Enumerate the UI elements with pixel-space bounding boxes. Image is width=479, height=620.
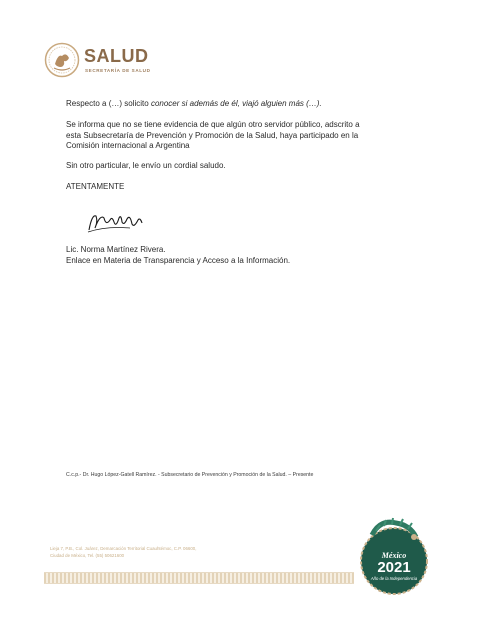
response-line-3: Comisión internacional a Argentina bbox=[66, 141, 190, 150]
signer-name: Lic. Norma Martínez Rivera. bbox=[66, 245, 166, 254]
emblem-year: 2021 bbox=[377, 559, 411, 576]
paragraph-response bbox=[66, 120, 426, 152]
brand-name: SALUD bbox=[84, 46, 149, 66]
mexico-2021-emblem bbox=[358, 515, 430, 603]
mexican-eagle-seal-icon bbox=[44, 42, 80, 78]
carbon-copy-note: C.c.p.- Dr. Hugo López-Gatell Ramírez. - Subsecretario de Prevención y Promoción de la Salud. – Presente bbox=[66, 472, 314, 478]
emblem-country: México bbox=[381, 551, 407, 560]
request-italic: conocer si además de él, viajó alguien más (…). bbox=[150, 99, 322, 108]
address-line-2: Ciudad de México, Tel. (55) 50621600 bbox=[50, 552, 125, 558]
emblem-tagline: Año de la Independencia bbox=[370, 576, 418, 581]
signer-block bbox=[66, 245, 290, 266]
address-line-1: Lieja 7, P.B., Col. Juárez, Demarcación Territorial Cuauhtémoc, C.P. 06600, bbox=[50, 546, 197, 551]
paragraph-closing: Sin otro particular, le envío un cordial saludo. bbox=[66, 161, 226, 170]
signer-role: Enlace en Materia de Transparencia y Acceso a la Información. bbox=[66, 255, 291, 265]
request-quote: (…) solicito bbox=[108, 99, 151, 108]
brand-subtitle: SECRETARÍA DE SALUD bbox=[85, 68, 151, 73]
response-line-2: esta Subsecretaría de Prevención y Promoción de la Salud, haya participado en la bbox=[66, 130, 359, 140]
footer-address bbox=[50, 546, 196, 559]
response-line-1: Se informa que no se tiene evidencia de que algún otro servidor público, adscrito a bbox=[66, 120, 360, 129]
request-prefix: Respecto a bbox=[66, 99, 109, 108]
salud-logo bbox=[44, 42, 194, 82]
paragraph-request bbox=[66, 99, 426, 110]
decorative-band bbox=[44, 572, 354, 584]
handwritten-signature bbox=[86, 208, 146, 238]
paragraph-atentamente: ATENTAMENTE bbox=[66, 182, 125, 191]
